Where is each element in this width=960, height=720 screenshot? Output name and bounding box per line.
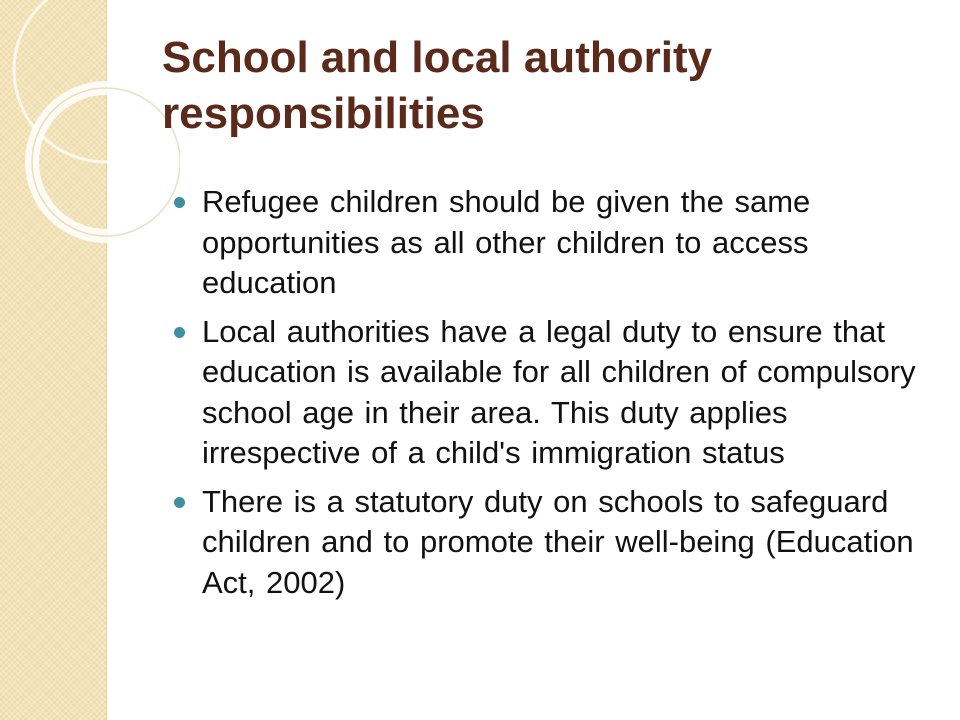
slide-title: School and local authority responsibilities xyxy=(162,33,713,138)
bullet-list xyxy=(174,182,924,611)
bullet-text: There is a statutory duty on schools to safeguard children and to promote their well-being (Education Act, 2002) xyxy=(202,483,914,600)
bullet-dot-icon xyxy=(174,497,185,508)
bullet-item xyxy=(174,182,924,304)
bullet-text: Local authorities have a legal duty to ensure that education is available for all children of compulsory school age in their area. This duty applies irrespective of a child's immigration status xyxy=(202,313,916,470)
bullet-item xyxy=(174,312,924,474)
bullet-dot-icon xyxy=(174,327,185,338)
bullet-text: Refugee children should be given the same opportunities as all other children to access education xyxy=(202,184,811,300)
decorative-circles xyxy=(0,0,180,260)
bullet-dot-icon xyxy=(174,197,185,208)
bullet-item xyxy=(174,482,924,604)
